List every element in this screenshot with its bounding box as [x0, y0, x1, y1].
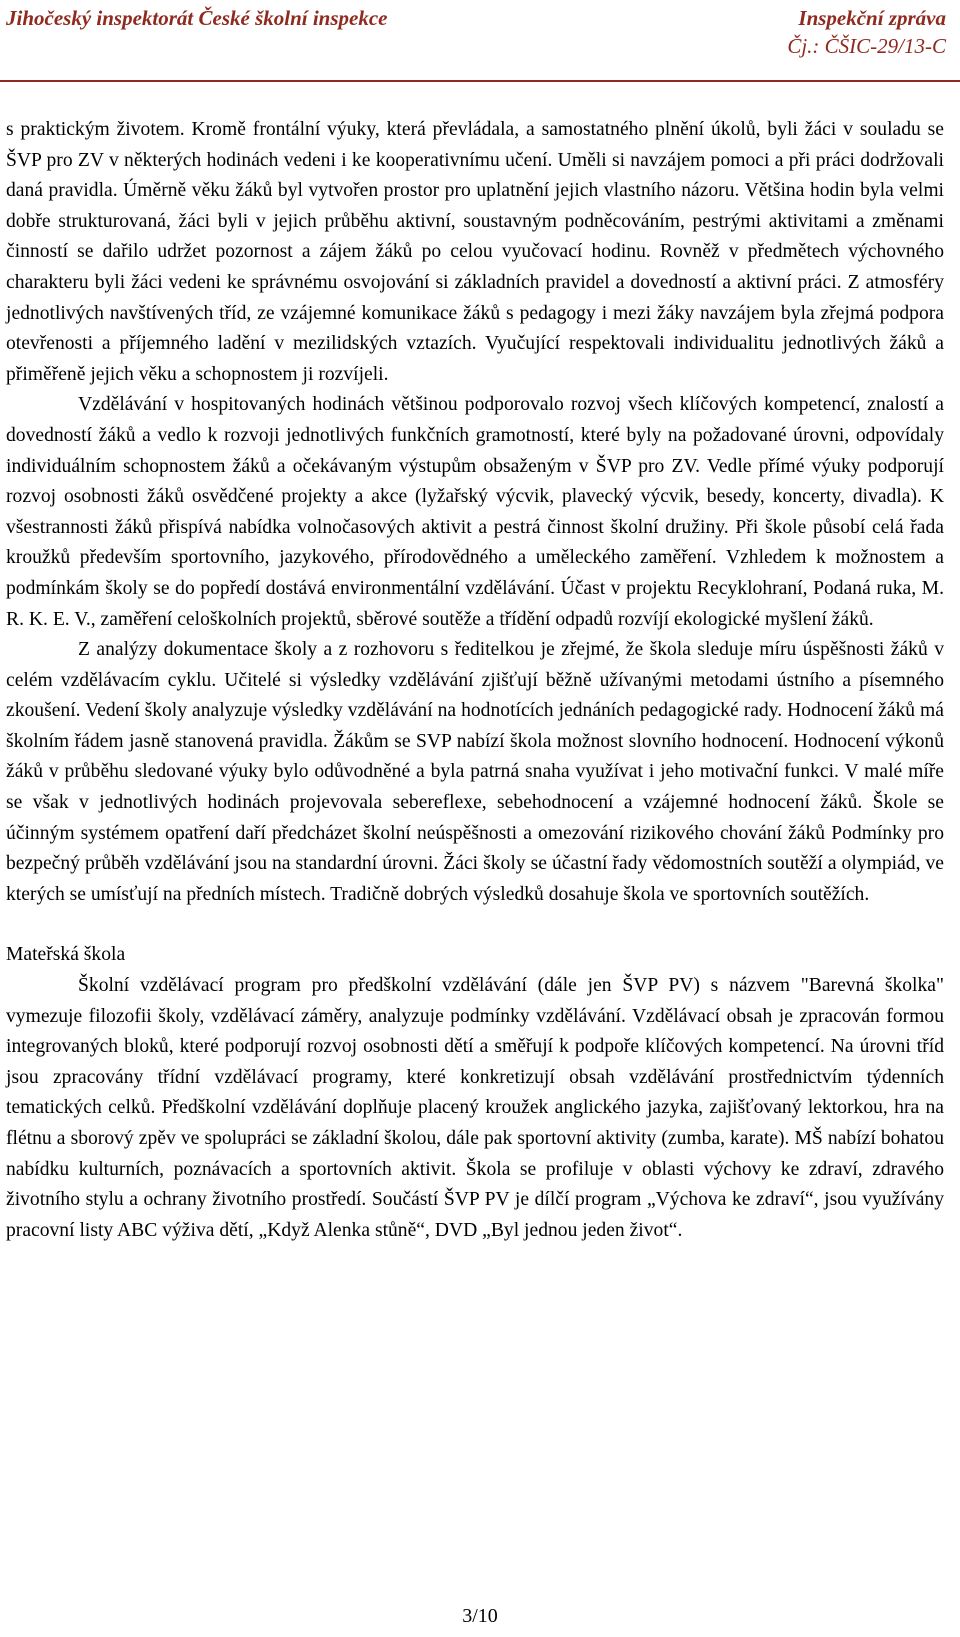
header-institution: Jihočeský inspektorát České školní inspekce: [6, 6, 388, 30]
header-reference-number: Čj.: ČŠIC-29/13-C: [787, 34, 946, 58]
page-number: 3/10: [462, 1605, 498, 1627]
document-body: [6, 115, 944, 1246]
paragraph-continuation: s praktickým životem. Kromě frontální výuky, která převládala, a samostatného plnění úkolů, byli žáci v souladu se ŠVP pro ZV v některých hodinách vedeni i ke kooperativnímu učení. Uměli si navzájem pomoci a při práci dodržovali daná pravidla. Úměrně věku žáků byl vytvořen prostor pro uplatnění jejich vlastního názoru. Většina hodin byla velmi dobře strukturovaná, žáci byli v jejich průběhu aktivní, soustavným podněcováním, pestrými aktivitami a změnami činností se dařilo udržet pozornost a zájem žáků po celou vyučovací hodinu. Rovněž v předmětech výchovného charakteru byli žáci vedeni ke správnému osvojování si základních pravidel a dovedností a aktivní práci. Z atmosféry jednotlivých navštívených tříd, ze vzájemné komunikace žáků s pedagogy i mezi žáky navzájem byla zřejmá podpora otevřenosti a příjemného ladění v mezilidských vztazích. Vyučující respektovali individualitu jednotlivých žáků a přiměřeně jejich věku a schopnostem ji rozvíjeli.: [6, 119, 944, 385]
paragraph-competencies: Vzdělávání v hospitovaných hodinách většinou podporovalo rozvoj všech klíčových kompetencí, znalostí a dovedností žáků a vedlo k rozvoji jednotlivých funkčních gramotností, které byly na požadované úrovni, odpovídaly individuálním schopnostem žáků a očekávaným výstupům obsaženým v ŠVP pro ZV. Vedle přímé výuky podporují rozvoj osobnosti žáků osvědčené projekty a akce (lyžařský výcvik, plavecký výcvik, besedy, koncerty, divadla). K všestrannosti žáků přispívá nabídka volnočasových aktivit a pestrá činnost školní družiny. Při škole působí celá řada kroužků především sportovního, jazykového, přírodovědného a uměleckého zaměření. Vzhledem k možnostem a podmínkám školy se do popředí dostává environmentální vzdělávání. Účast v projektu Recyklohraní, Podaná ruka, M. R. K. E. V., zaměření celoškolních projektů, sběrové soutěže a třídění odpadů rozvíjí ekologické myšlení žáků.: [6, 394, 944, 630]
header-divider: [0, 80, 960, 82]
header-report-type: Inspekční zpráva: [798, 6, 946, 30]
page-header: [0, 0, 960, 80]
paragraph-kindergarten: Školní vzdělávací program pro předškolní vzdělávání (dále jen ŠVP PV) s názvem "Barevná školka" vymezuje filozofii školy, vzdělávací záměry, analyzuje podmínky vzdělávání. Vzdělávací obsah je zpracován formou integrovaných bloků, které podporují rozvoj osobnosti dětí a směřují k podpoře klíčových kompetencí. Na úrovni tříd jsou zpracovány třídní vzdělávací programy, které konkretizují obsah vzdělávání prostřednictvím týdenních tematických celků. Předškolní vzdělávání doplňuje placený kroužek anglického jazyka, zajišťovaný lektorkou, hra na flétnu a sborový zpěv ve spolupráci se základní školou, dále pak sportovní aktivity (zumba, karate). MŠ nabízí bohatou nabídku kulturních, poznávacích a sportovních aktivit. Škola se profiluje v oblasti výchovy ke zdraví, zdravého životního stylu a ochrany životního prostředí. Součástí ŠVP PV je dílčí program „Výchova ke zdraví“, jsou využívány pracovní listy ABC výživa dětí, „Když Alenka stůně“, DVD „Byl jednou jeden život“.: [6, 975, 944, 1241]
paragraph-assessment: Z analýzy dokumentace školy a z rozhovoru s ředitelkou je zřejmé, že škola sleduje míru úspěšnosti žáků v celém vzdělávacím cyklu. Učitelé si výsledky vzdělávání zjišťují běžně užívanými metodami ústního a písemného zkoušení. Vedení školy analyzuje výsledky vzdělávání na hodnotících jednáních pedagogické rady. Hodnocení žáků má školním řádem jasně stanovená pravidla. Žákům se SVP nabízí škola možnost slovního hodnocení. Hodnocení výkonů žáků v průběhu sledované výuky bylo odůvodněné a byla patrná snaha využívat i jeho motivační funkci. V malé míře se však v jednotlivých hodinách projevovala sebereflexe, sebehodnocení a vzájemné hodnocení žáků. Škole se účinným systémem opatření daří předcházet školní neúspěšnosti a omezování rizikového chování žáků Podmínky pro bezpečný průběh vzdělávání jsou na standardní úrovni. Žáci školy se účastní řady vědomostních soutěží a olympiád, ve kterých se umísťují na předních místech. Tradičně dobrých výsledků dosahuje škola ve sportovních soutěžích.: [6, 639, 944, 905]
section-gap: [6, 910, 944, 940]
section-title: Mateřská škola: [6, 944, 126, 966]
